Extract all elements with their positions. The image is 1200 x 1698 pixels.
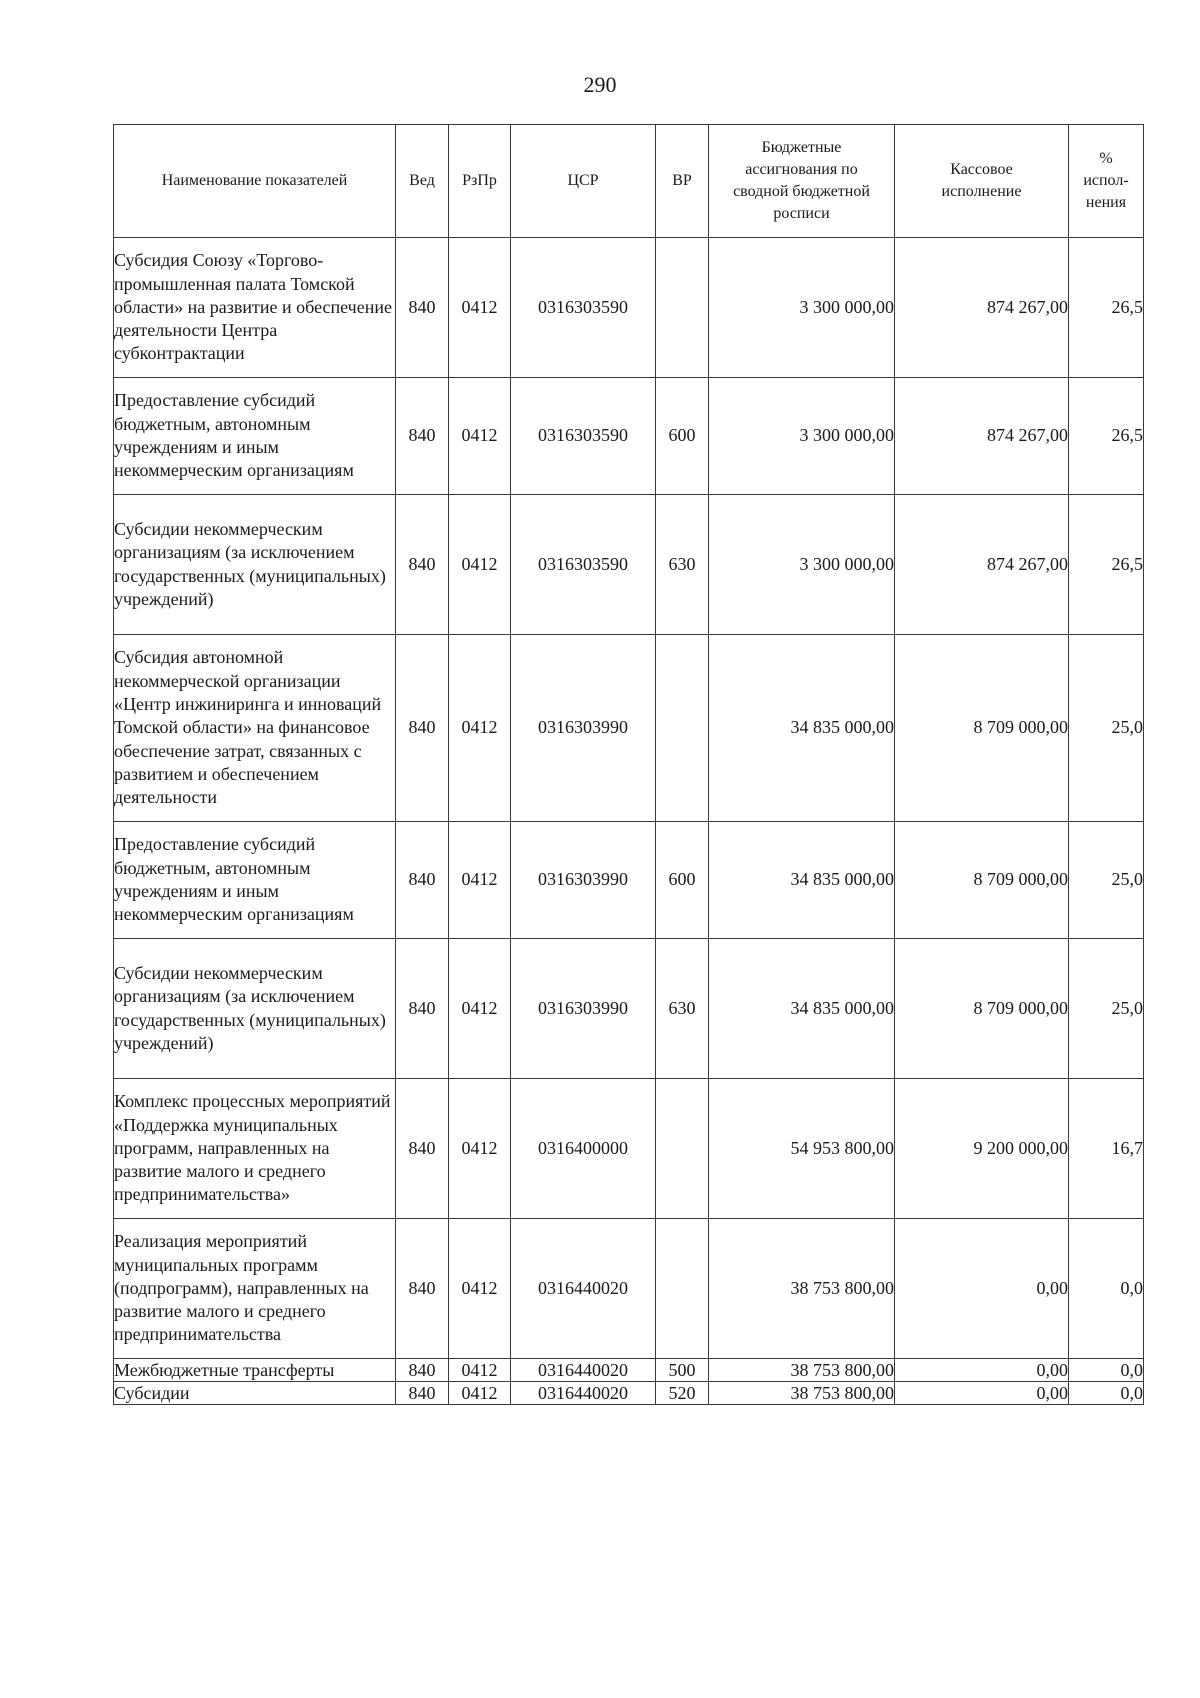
row-ved: 840 [396,822,449,939]
row-ved: 840 [396,635,449,822]
row-pct: 0,0 [1069,1359,1144,1382]
row-pct: 0,0 [1069,1219,1144,1359]
row-ved: 840 [396,939,449,1079]
row-csr: 0316440020 [511,1219,656,1359]
row-pct: 0,0 [1069,1382,1144,1405]
row-vr [656,1219,709,1359]
row-name: Комплекс процессных мероприятий «Поддержка муниципальных программ, направленных на развитие малого и среднего предпринимательства» [114,1079,396,1219]
row-csr: 0316303990 [511,822,656,939]
row-csr: 0316400000 [511,1079,656,1219]
row-name: Предоставление субсидий бюджетным, автономным учреждениям и иным некоммерческим организациям [114,822,396,939]
row-name: Субсидия автономной некоммерческой организации «Центр инжиниринга и инноваций Томской области» на финансовое обеспечение затрат, связанных с развитием и обеспечением деятельности [114,635,396,822]
row-cash: 874 267,00 [895,238,1069,378]
row-cash: 874 267,00 [895,495,1069,635]
table-row [114,822,1144,939]
row-cash: 0,00 [895,1382,1069,1405]
row-rzpr: 0412 [449,378,511,495]
row-vr [656,238,709,378]
row-ved: 840 [396,1219,449,1359]
table-row [114,1359,1144,1382]
row-cash: 8 709 000,00 [895,635,1069,822]
row-csr: 0316303590 [511,378,656,495]
row-vr [656,635,709,822]
table-row [114,1382,1144,1405]
row-budget: 38 753 800,00 [709,1219,895,1359]
page-number: 290 [583,72,617,97]
table-row [114,939,1144,1079]
header-name: Наименование показателей [114,125,396,238]
row-name: Субсидии некоммерческим организациям (за исключением государственных (муниципальных) учреждений) [114,495,396,635]
row-pct: 16,7 [1069,1079,1144,1219]
row-cash: 9 200 000,00 [895,1079,1069,1219]
row-pct: 26,5 [1069,378,1144,495]
row-budget: 38 753 800,00 [709,1382,895,1405]
row-budget: 3 300 000,00 [709,495,895,635]
row-csr: 0316440020 [511,1359,656,1382]
row-budget: 3 300 000,00 [709,378,895,495]
row-vr: 630 [656,495,709,635]
row-rzpr: 0412 [449,939,511,1079]
header-cash: Кассовое исполнение [895,125,1069,238]
row-rzpr: 0412 [449,495,511,635]
row-vr: 520 [656,1382,709,1405]
row-cash: 0,00 [895,1359,1069,1382]
table-row [114,238,1144,378]
table-row [114,378,1144,495]
table-header-row [114,125,1144,238]
row-ved: 840 [396,1382,449,1405]
row-csr: 0316303990 [511,635,656,822]
row-rzpr: 0412 [449,1382,511,1405]
row-vr: 630 [656,939,709,1079]
row-rzpr: 0412 [449,1079,511,1219]
header-ved: Вед [396,125,449,238]
header-rzpr: РзПр [449,125,511,238]
row-ved: 840 [396,378,449,495]
row-name: Субсидии [114,1382,396,1405]
row-budget: 3 300 000,00 [709,238,895,378]
row-ved: 840 [396,238,449,378]
table-row [114,635,1144,822]
row-name: Межбюджетные трансферты [114,1359,396,1382]
row-pct: 25,0 [1069,939,1144,1079]
budget-execution-table [113,124,1144,1405]
header-budget: Бюджетные ассигнования по сводной бюджетной росписи [709,125,895,238]
row-cash: 8 709 000,00 [895,939,1069,1079]
row-pct: 25,0 [1069,822,1144,939]
row-name: Субсидии некоммерческим организациям (за исключением государственных (муниципальных) учреждений) [114,939,396,1079]
row-budget: 54 953 800,00 [709,1079,895,1219]
row-rzpr: 0412 [449,822,511,939]
row-csr: 0316440020 [511,1382,656,1405]
table-row [114,1219,1144,1359]
row-ved: 840 [396,1359,449,1382]
row-rzpr: 0412 [449,238,511,378]
row-budget: 34 835 000,00 [709,635,895,822]
row-vr [656,1079,709,1219]
header-vr: ВР [656,125,709,238]
row-vr: 600 [656,378,709,495]
table-row [114,1079,1144,1219]
row-csr: 0316303590 [511,238,656,378]
row-budget: 34 835 000,00 [709,939,895,1079]
row-pct: 26,5 [1069,495,1144,635]
row-rzpr: 0412 [449,1219,511,1359]
row-csr: 0316303590 [511,495,656,635]
table-row [114,495,1144,635]
row-vr: 500 [656,1359,709,1382]
row-name: Субсидия Союзу «Торгово-промышленная палата Томской области» на развитие и обеспечение деятельности Центра субконтрактации [114,238,396,378]
row-ved: 840 [396,1079,449,1219]
row-ved: 840 [396,495,449,635]
row-rzpr: 0412 [449,1359,511,1382]
row-vr: 600 [656,822,709,939]
row-budget: 34 835 000,00 [709,822,895,939]
row-pct: 26,5 [1069,238,1144,378]
row-csr: 0316303990 [511,939,656,1079]
row-pct: 25,0 [1069,635,1144,822]
row-cash: 8 709 000,00 [895,822,1069,939]
row-rzpr: 0412 [449,635,511,822]
row-name: Предоставление субсидий бюджетным, автономным учреждениям и иным некоммерческим организациям [114,378,396,495]
header-pct: % испол-нения [1069,125,1144,238]
row-cash: 0,00 [895,1219,1069,1359]
header-csr: ЦСР [511,125,656,238]
row-budget: 38 753 800,00 [709,1359,895,1382]
row-cash: 874 267,00 [895,378,1069,495]
row-name: Реализация мероприятий муниципальных программ (подпрограмм), направленных на развитие малого и среднего предпринимательства [114,1219,396,1359]
